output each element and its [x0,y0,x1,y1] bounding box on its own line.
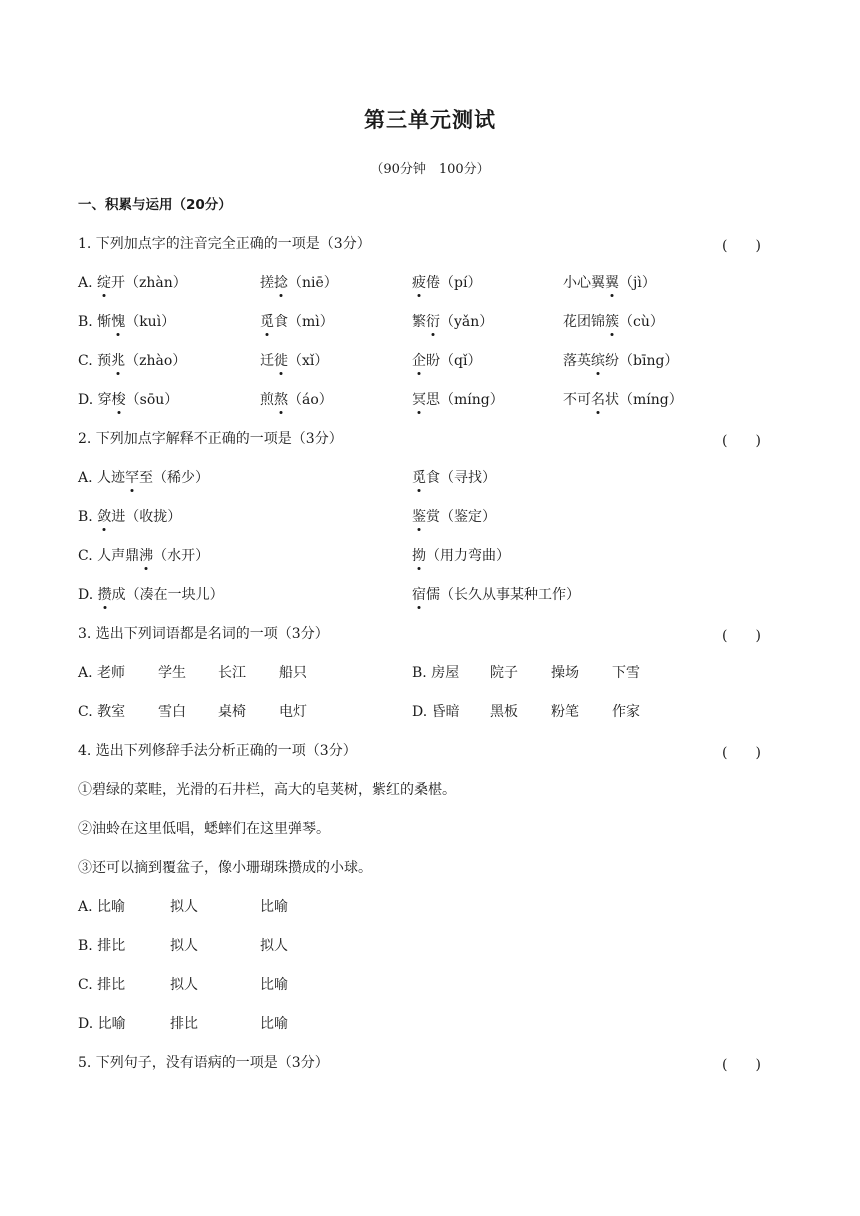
question-4-stem: 4. 选出下列修辞手法分析正确的一项（3分） [78,743,357,759]
q1-option-d-3: 冥思（míng） [412,392,504,408]
answer-blank-3[interactable]: ( ) [722,628,761,644]
question-1-stem: 1. 下列加点字的注音完全正确的一项是（3分） [78,236,371,252]
q4-sentence-2: ②油蛉在这里低唱，蟋蟀们在这里弹琴。 [78,821,330,837]
q4-option-d-1: D. 比喻 [78,1016,126,1032]
q2-option-c-2: 拗（用力弯曲） [412,548,510,564]
q1-option-a-2: 搓捻（niē） [260,275,338,291]
q4-option-c-1: C. 排比 [78,977,126,993]
q3-option-d-word: D. 昏暗 [412,704,460,720]
q4-option-d-3: 比喻 [260,1016,288,1032]
q1-option-a-3: 疲倦（pí） [412,275,482,291]
q1-option-d-2: 煎熬（áo） [260,392,333,408]
q4-option-a-3: 比喻 [260,899,288,915]
q1-option-b-1: B. 惭愧（kuì） [78,314,176,330]
q1-option-c-2: 迁徙（xǐ） [260,353,329,369]
page-title: 第三单元测试 [364,108,496,132]
q2-option-b-2: 鉴赏（鉴定） [412,509,496,525]
q1-option-c-3: 企盼（qǐ） [412,353,482,369]
q3-option-a-word: 长江 [218,665,246,681]
q4-option-b-1: B. 排比 [78,938,126,954]
q1-option-b-3: 繁衍（yǎn） [412,314,494,330]
answer-blank-5[interactable]: ( ) [722,1057,761,1073]
question-5-stem: 5. 下列句子，没有语病的一项是（3分） [78,1055,329,1071]
question-2-stem: 2. 下列加点字解释不正确的一项是（3分） [78,431,343,447]
q1-option-d-1: D. 穿梭（sōu） [78,392,179,408]
q3-option-d-word: 粉笔 [551,704,579,720]
q4-option-c-2: 拟人 [170,977,198,993]
q3-option-d-word: 作家 [612,704,640,720]
q4-option-d-2: 排比 [170,1016,198,1032]
q3-option-c-word: 桌椅 [218,704,246,720]
q1-option-b-2: 觅食（mì） [260,314,334,330]
q3-option-a-word: A. 老师 [78,665,126,681]
q3-option-c-word: 雪白 [158,704,186,720]
q4-option-a-2: 拟人 [170,899,198,915]
q3-option-b-word: 院子 [490,665,518,681]
q3-option-a-word: 学生 [158,665,186,681]
q1-option-a-4: 小心翼翼（jì） [563,275,656,291]
q1-option-d-4: 不可名状（míng） [563,392,683,408]
q1-option-c-4: 落英缤纷（bīng） [563,353,679,369]
q4-option-b-3: 拟人 [260,938,288,954]
q2-option-d-2: 宿儒（长久从事某种工作） [412,587,580,603]
q3-option-d-word: 黑板 [490,704,518,720]
answer-blank-2[interactable]: ( ) [722,433,761,449]
q2-option-a-2: 觅食（寻找） [412,470,496,486]
q3-option-a-word: 船只 [279,665,307,681]
q3-option-c-word: 电灯 [279,704,307,720]
q4-option-c-3: 比喻 [260,977,288,993]
q1-option-c-1: C. 预兆（zhào） [78,353,187,369]
q3-option-b-word: B. 房屋 [412,665,460,681]
q2-option-b-1: B. 敛进（收拢） [78,509,182,525]
q4-option-b-2: 拟人 [170,938,198,954]
section-heading: 一、积累与运用（20分） [78,197,232,213]
q2-option-c-1: C. 人声鼎沸（水开） [78,548,210,564]
q4-sentence-1: ①碧绿的菜畦，光滑的石井栏，高大的皂荚树，紫红的桑椹。 [78,782,456,798]
answer-blank-1[interactable]: ( ) [722,238,761,254]
q4-sentence-3: ③还可以摘到覆盆子，像小珊瑚珠攒成的小球。 [78,860,372,876]
page-subtitle: （90分钟 100分） [370,162,490,177]
q3-option-c-word: C. 教室 [78,704,126,720]
q1-option-b-4: 花团锦簇（cù） [563,314,664,330]
q4-option-a-1: A. 比喻 [78,899,126,915]
q2-option-d-1: D. 攒成（凑在一块儿） [78,587,224,603]
answer-blank-4[interactable]: ( ) [722,745,761,761]
question-3-stem: 3. 选出下列词语都是名词的一项（3分） [78,626,329,642]
q3-option-b-word: 下雪 [612,665,640,681]
q2-option-a-1: A. 人迹罕至（稀少） [78,470,210,486]
q3-option-b-word: 操场 [551,665,579,681]
q1-option-a-1: A. 绽开（zhàn） [78,275,187,291]
